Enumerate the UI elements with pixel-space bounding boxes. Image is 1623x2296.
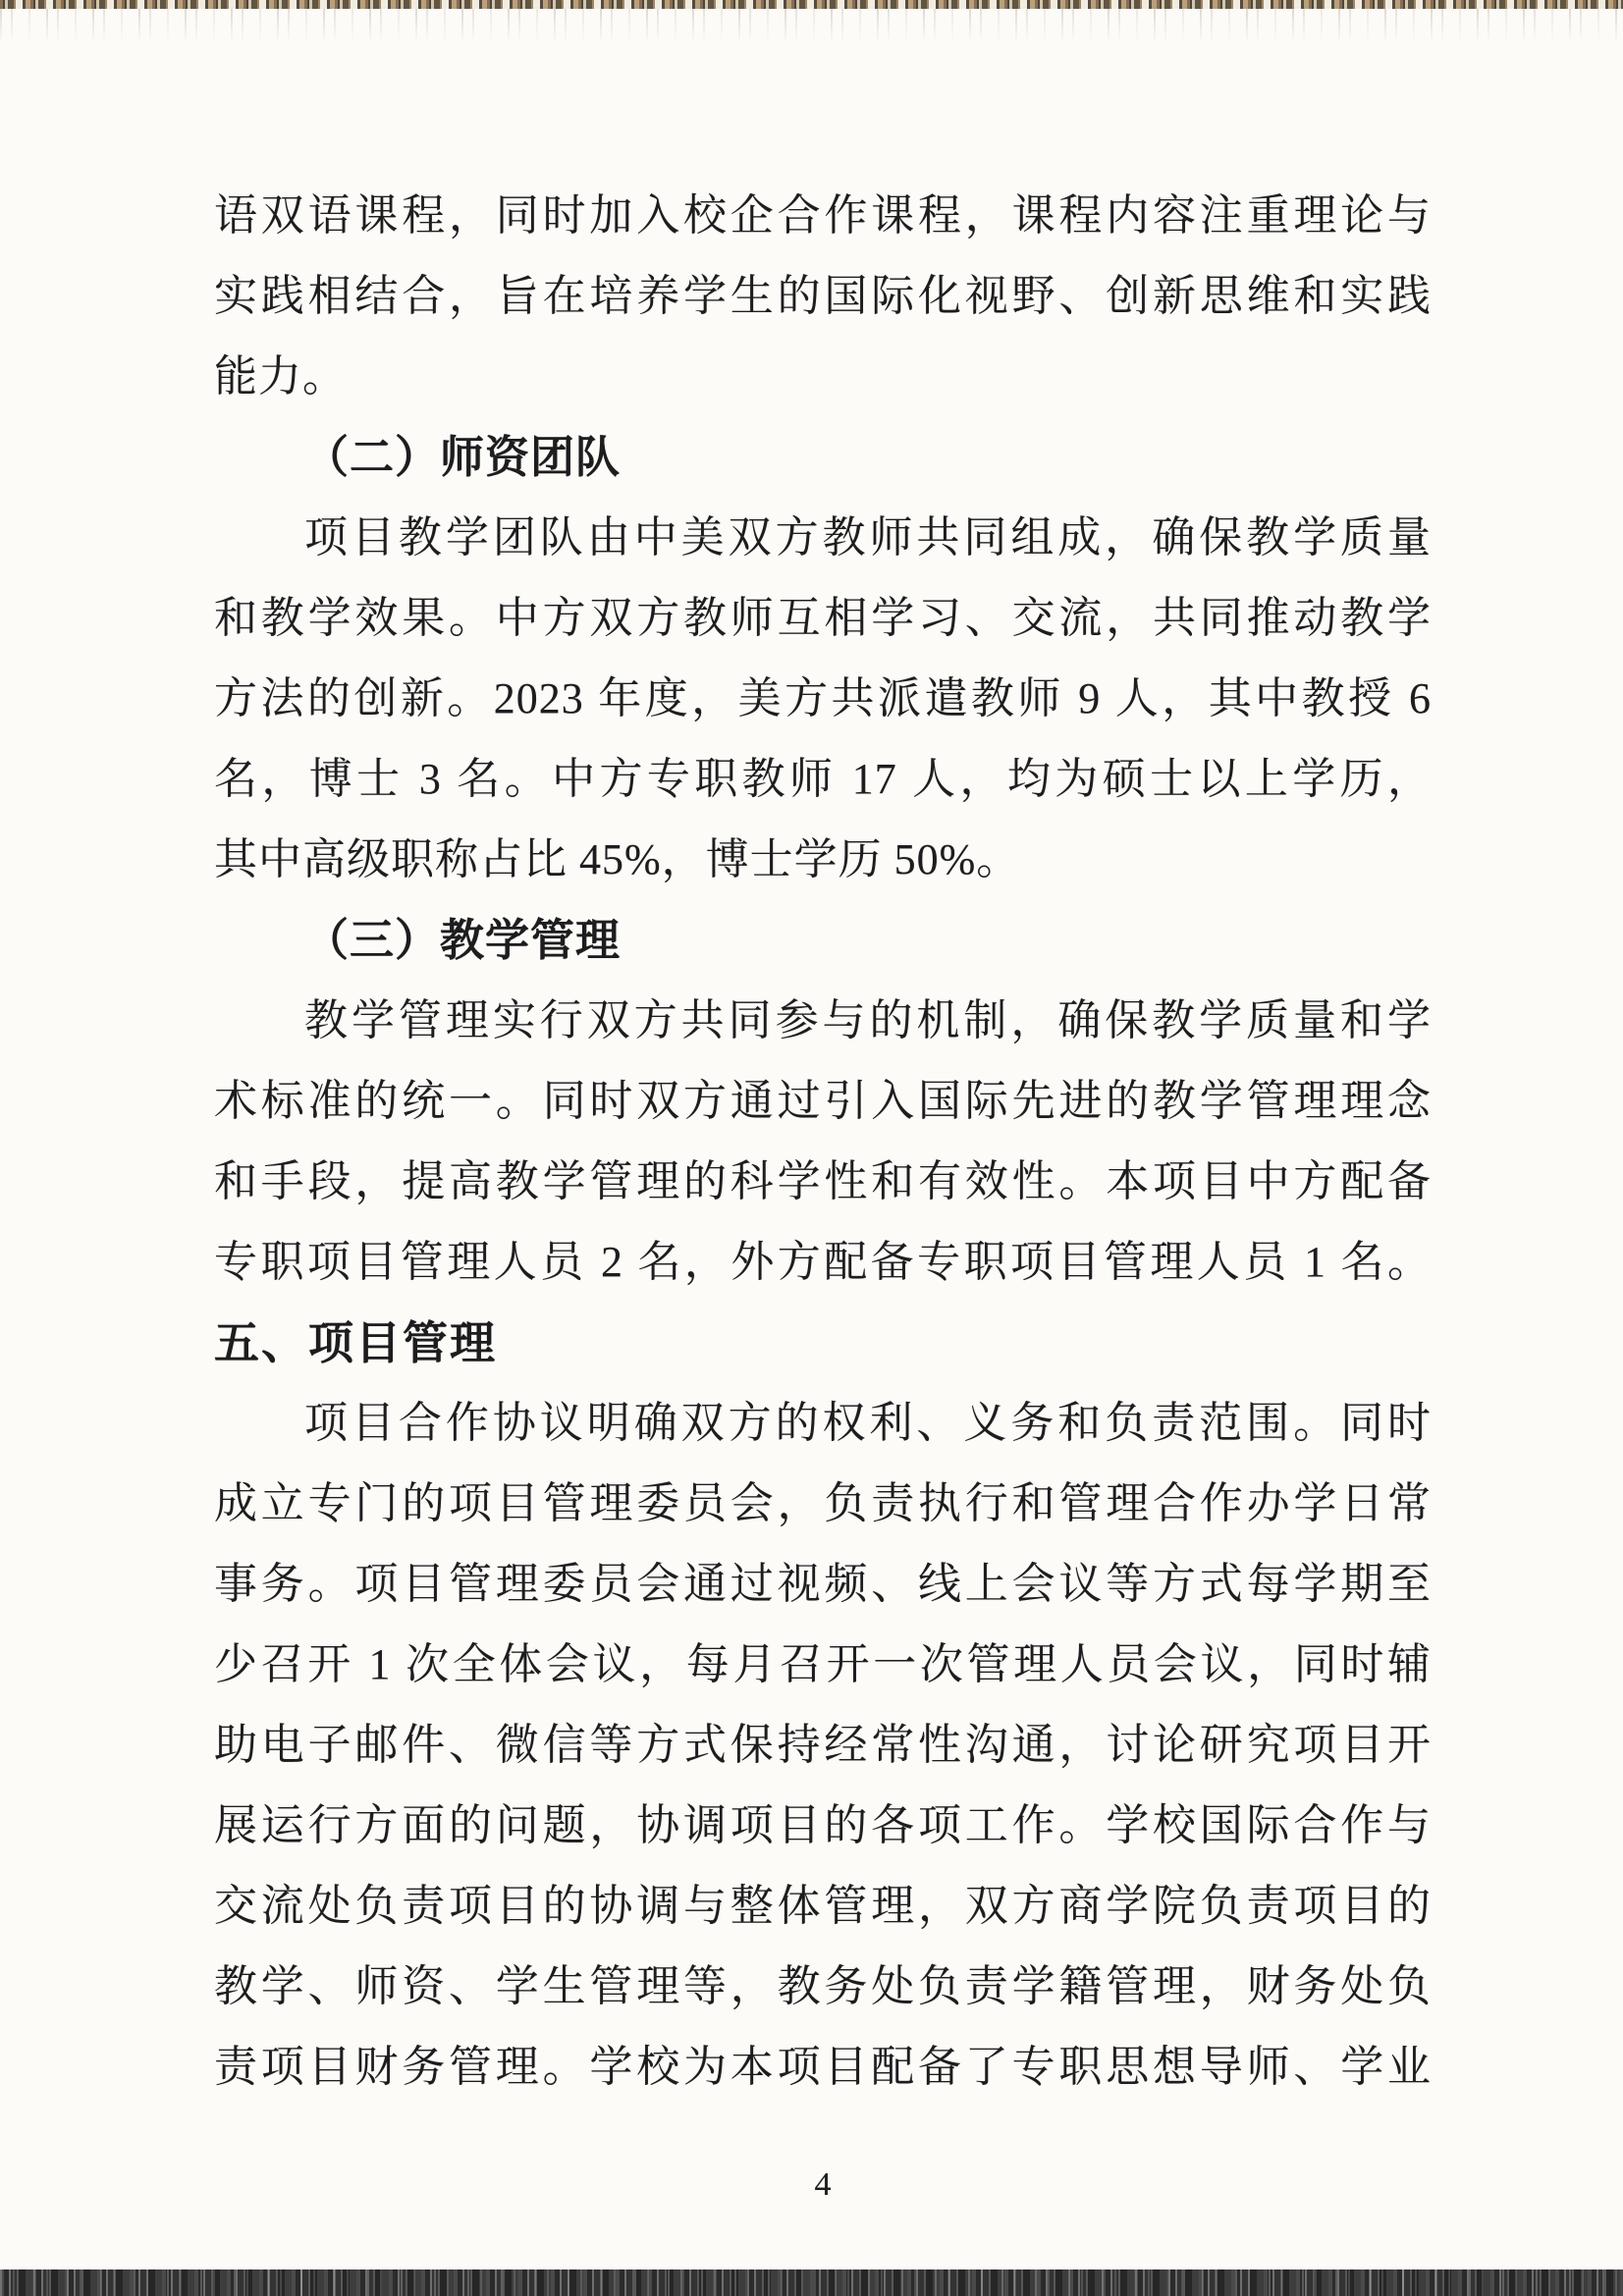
section-heading-faculty: （二）师资团队 (304, 433, 622, 482)
text-line: 助电子邮件、微信等方式保持经常性沟通，讨论研究项目开 (214, 1721, 1432, 1769)
text-line: 语双语课程，同时加入校企合作课程，课程内容注重理论与 (214, 191, 1432, 240)
text-line: 成立专门的项目管理委员会，负责执行和管理合作办学日常 (214, 1479, 1432, 1527)
text-line: 教学、师资、学生管理等，教务处负责学籍管理，财务处负 (214, 1962, 1432, 2010)
chapter-heading-project-management: 五、项目管理 (214, 1317, 497, 1368)
text-line: 名，博士 3 名。中方专职教师 17 人，均为硕士以上学历， (214, 755, 1432, 803)
text-line: 其中高级职称占比 45%，博士学历 50%。 (214, 835, 1021, 883)
text-line: 教学管理实行双方共同参与的机制，确保教学质量和学 (304, 996, 1432, 1044)
text-line: 少召开 1 次全体会议，每月召开一次管理人员会议，同时辅 (214, 1640, 1432, 1688)
scan-artifact-top-edge (0, 0, 1623, 9)
text-line: 实践相结合，旨在培养学生的国际化视野、创新思维和实践 (214, 272, 1432, 320)
text-line: 术标准的统一。同时双方通过引入国际先进的教学管理理念 (214, 1077, 1432, 1125)
scan-artifact-bottom-edge (0, 2269, 1623, 2296)
text-line: 事务。项目管理委员会通过视频、线上会议等方式每学期至 (214, 1560, 1432, 1608)
section-heading-teaching-management: （三）教学管理 (304, 916, 622, 965)
text-line: 交流处负责项目的协调与整体管理，双方商学院负责项目的 (214, 1882, 1432, 1930)
text-line: 能力。 (214, 352, 347, 400)
text-line: 方法的创新。2023 年度，美方共派遣教师 9 人，其中教授 6 (214, 674, 1432, 722)
text-line: 展运行方面的问题，协调项目的各项工作。学校国际合作与 (214, 1801, 1432, 1849)
page-number: 4 (814, 2166, 832, 2203)
document-content (214, 176, 1432, 2108)
text-line: 和手段，提高教学管理的科学性和有效性。本项目中方配备 (214, 1157, 1432, 1205)
text-line: 专职项目管理人员 2 名，外方配备专职项目管理人员 1 名。 (214, 1238, 1432, 1286)
text-line: 和教学效果。中方双方教师互相学习、交流，共同推动教学 (214, 594, 1432, 642)
text-line: 责项目财务管理。学校为本项目配备了专职思想导师、学业 (214, 2043, 1432, 2091)
text-line: 项目教学团队由中美双方教师共同组成，确保教学质量 (304, 513, 1432, 561)
text-line: 项目合作协议明确双方的权利、义务和负责范围。同时 (304, 1399, 1432, 1447)
scan-artifact-top-streaks (0, 9, 1623, 50)
